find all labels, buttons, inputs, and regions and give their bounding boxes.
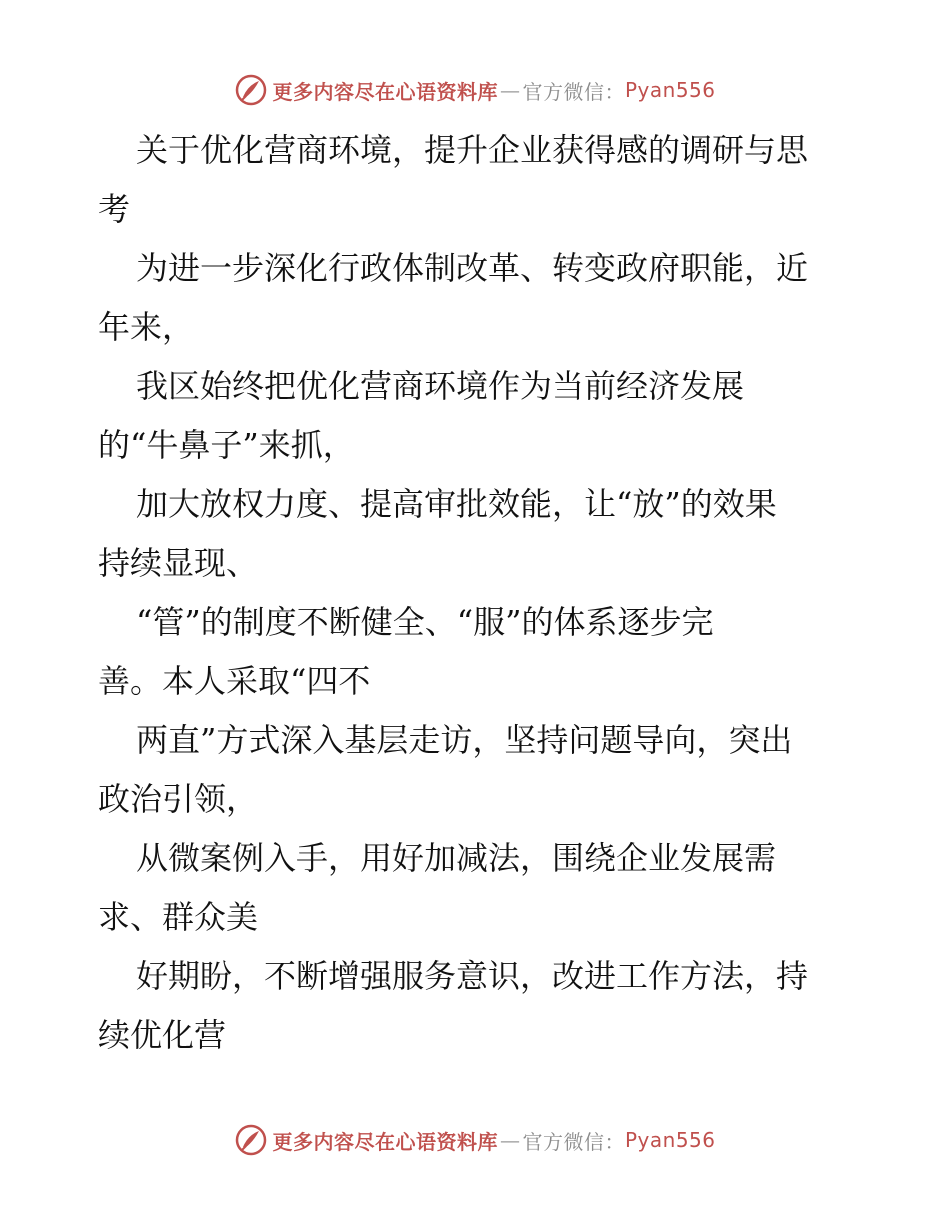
document-body	[98, 121, 868, 1065]
paragraph-line: 政治引领，	[98, 780, 259, 818]
paragraph	[98, 829, 868, 947]
paragraph-line: 加大放权力度、提高审批效能，让“放”的效果	[136, 485, 777, 523]
paragraph-line: 年来，	[98, 308, 195, 346]
watermark-wechat-id: Pyan556	[624, 78, 716, 102]
watermark-label: 官方微信：	[522, 1129, 625, 1154]
watermark-label: 官方微信：	[522, 79, 625, 104]
paragraph	[98, 711, 868, 829]
paragraph	[98, 121, 868, 239]
watermark-wechat-id: Pyan556	[624, 1128, 716, 1152]
paragraph-line: 求、群众美	[98, 898, 259, 936]
paragraph-line: 的“牛鼻子”来抓，	[98, 426, 355, 464]
paragraph-line: “管”的制度不断健全、“服”的体系逐步完	[136, 603, 714, 641]
paragraph	[98, 239, 868, 357]
paragraph	[98, 357, 868, 475]
paragraph-line: 好期盼，不断增强服务意识，改进工作方法，持	[136, 957, 809, 995]
pen-logo-icon	[234, 73, 268, 107]
paragraph-line: 从微案例入手，用好加减法，围绕企业发展需	[136, 839, 777, 877]
paragraph-line: 为进一步深化行政体制改革、转变政府职能，近	[136, 249, 809, 287]
watermark-separator: —	[499, 1128, 521, 1152]
paragraph-line: 持续显现、	[98, 544, 259, 582]
paragraph-line: 考	[98, 190, 131, 228]
paragraph	[98, 475, 868, 593]
paragraph-line: 关于优化营商环境，提升企业获得感的调研与思	[136, 131, 809, 169]
paragraph-line: 我区始终把优化营商环境作为当前经济发展	[136, 367, 745, 405]
paragraph	[98, 593, 868, 711]
watermark-text: 更多内容尽在心语资料库	[272, 79, 498, 104]
header-watermark	[0, 70, 950, 110]
paragraph-line: 续优化营	[98, 1016, 227, 1054]
watermark-separator: —	[499, 78, 521, 102]
watermark-text: 更多内容尽在心语资料库	[272, 1129, 498, 1154]
paragraph-line: 善。本人采取“四不	[98, 662, 371, 700]
pen-logo-icon	[234, 1123, 268, 1157]
paragraph	[98, 947, 868, 1065]
paragraph-line: 两直”方式深入基层走访，坚持问题导向，突出	[136, 721, 793, 759]
footer-watermark	[0, 1120, 950, 1160]
